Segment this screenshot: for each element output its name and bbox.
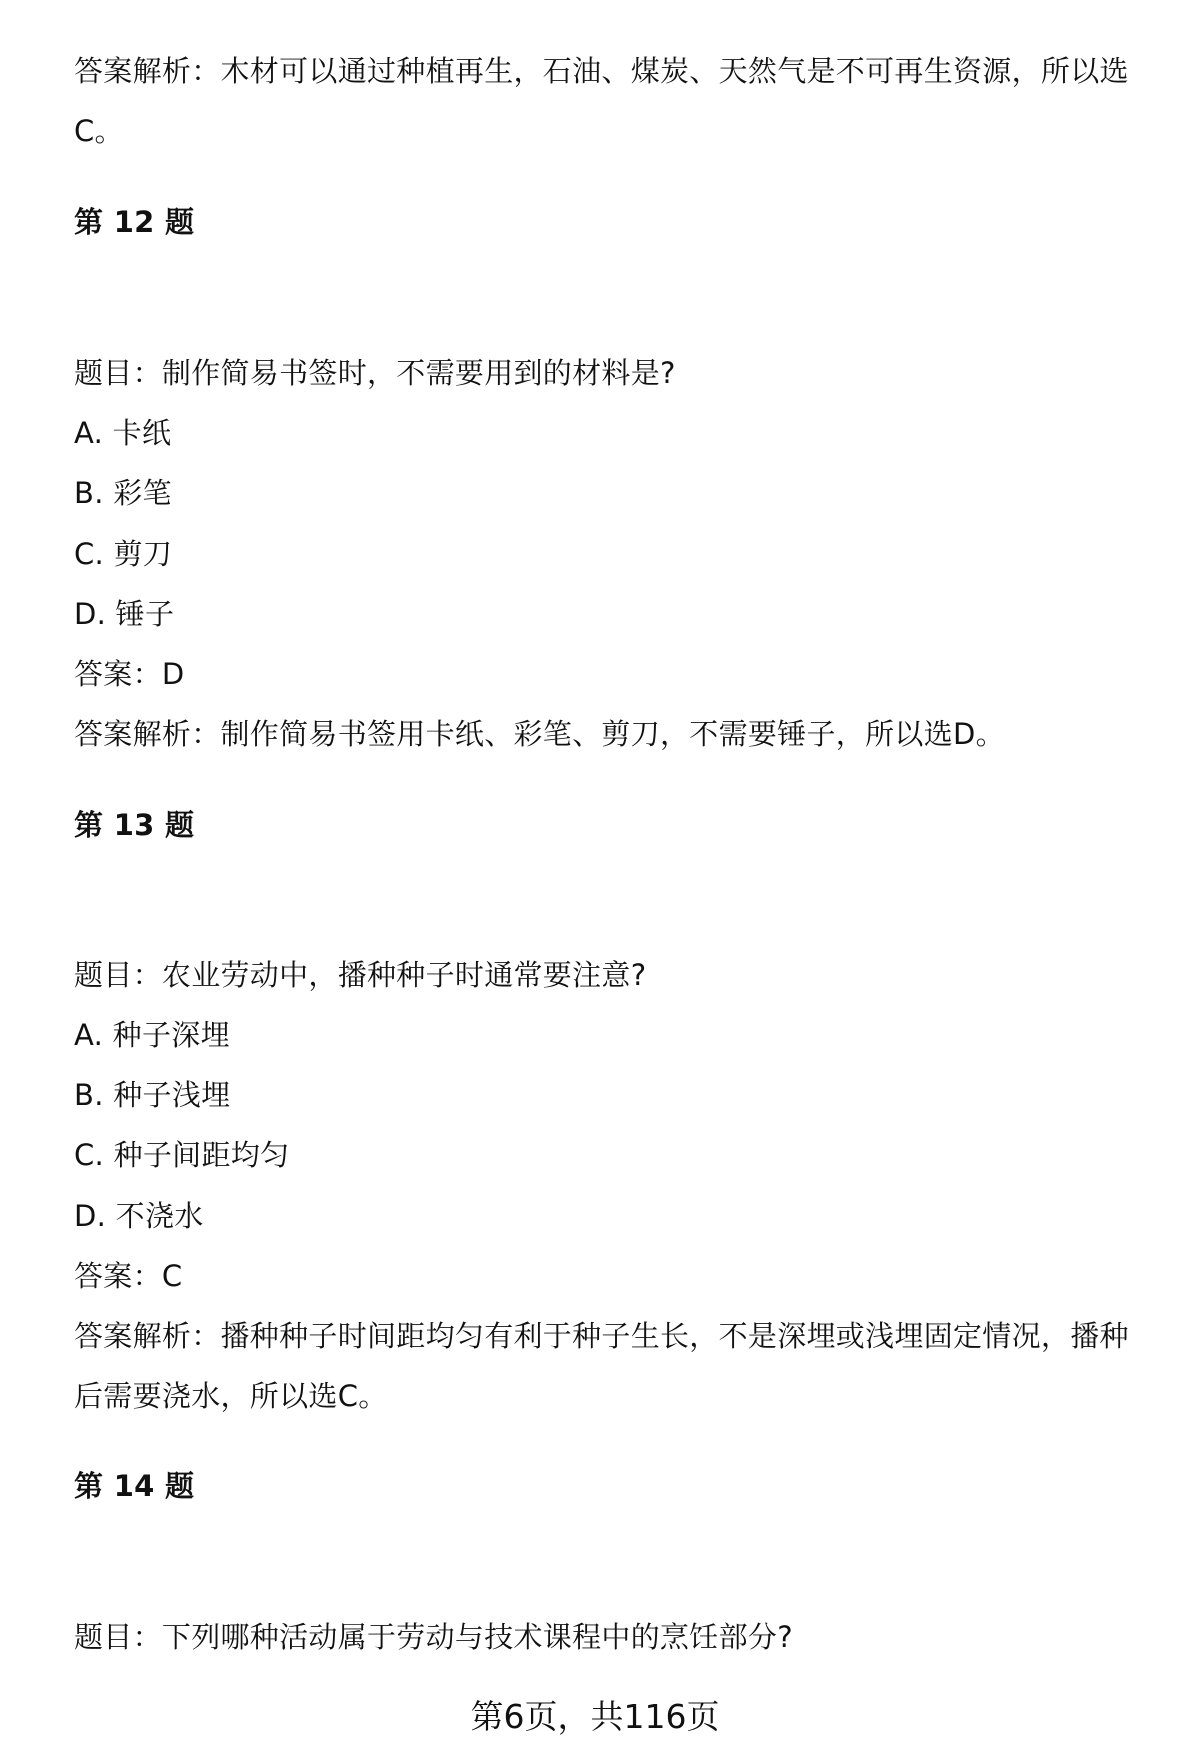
- q12-answer: 答案：D: [74, 657, 185, 691]
- q12-explanation: 答案解析：制作简易书签用卡纸、彩笔、剪刀，不需要锤子，所以选D。: [74, 717, 1005, 751]
- q14-question: 题目：下列哪种活动属于劳动与技术课程中的烹饪部分?: [74, 1620, 793, 1654]
- q12-heading: 第 12 题: [74, 205, 195, 239]
- q12-option-d: D. 锤子: [74, 597, 175, 631]
- q13-heading: 第 13 题: [74, 808, 195, 842]
- q12-option-b: B. 彩笔: [74, 476, 172, 510]
- q13-option-a: A. 种子深埋: [74, 1018, 230, 1052]
- q13-question: 题目：农业劳动中，播种种子时通常要注意?: [74, 958, 647, 992]
- q13-explanation-line2: 后需要浇水，所以选C。: [74, 1379, 388, 1413]
- q13-option-d: D. 不浇水: [74, 1199, 204, 1233]
- q11-explanation-line1: 答案解析：木材可以通过种植再生，石油、煤炭、天然气是不可再生资源，所以选: [74, 54, 1129, 88]
- q11-explanation-line2: C。: [74, 114, 124, 148]
- q14-heading: 第 14 题: [74, 1469, 195, 1503]
- page-number-footer: 第6页，共116页: [470, 1697, 720, 1736]
- q12-option-c: C. 剪刀: [74, 537, 173, 571]
- q12-option-a: A. 卡纸: [74, 416, 172, 450]
- q13-option-c: C. 种子间距均匀: [74, 1138, 290, 1172]
- q13-answer: 答案：C: [74, 1259, 183, 1293]
- q13-explanation-line1: 答案解析：播种种子时间距均匀有利于种子生长，不是深埋或浅埋固定情况，播种: [74, 1319, 1129, 1353]
- q12-question: 题目：制作简易书签时，不需要用到的材料是?: [74, 356, 676, 390]
- q13-option-b: B. 种子浅埋: [74, 1078, 231, 1112]
